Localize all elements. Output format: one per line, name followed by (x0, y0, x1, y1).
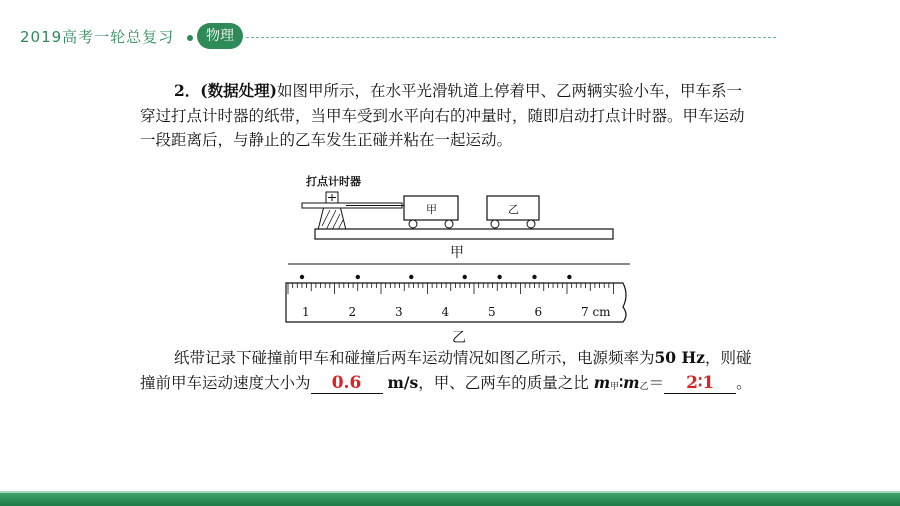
ruler-number: 6 (534, 305, 543, 319)
tape-dot (497, 275, 501, 279)
question-text: 如图甲所示，在水平光滑轨道上停着甲、乙两辆实验小车，甲车系一穿过打点计时器的纸带，当甲车受到水平向右的冲量时，随即启动打点计时器。甲车运动一段距离后，与静止的乙车发生正碰并粘在一起运动。 (140, 82, 745, 149)
ruler (286, 283, 626, 322)
equals-sign: ＝ (648, 373, 665, 392)
ruler-number: 1 (302, 305, 310, 319)
mass-a: m (593, 372, 611, 392)
header-title: 2019高考一轮总复习 (20, 28, 175, 46)
question-tag: (数据处理) (200, 81, 277, 100)
ruler-number: 7 cm (581, 305, 611, 319)
frequency: 50 Hz (654, 348, 705, 367)
mass-a-sub: 甲 (610, 381, 620, 392)
ruler-number: 4 (441, 305, 450, 319)
mass-b-sub: 乙 (639, 381, 649, 392)
answer-blank-1 (311, 373, 383, 394)
header-divider (246, 37, 776, 38)
header-bullet (187, 35, 193, 41)
tape-dot (567, 275, 571, 279)
wheel (527, 220, 535, 228)
end-mark: 。 (736, 373, 752, 392)
caption-a: 甲 (450, 245, 464, 261)
answer-text-3: ，甲、乙两车的质量之比 (418, 373, 589, 392)
answer-2: 2∶1 (686, 372, 715, 393)
tape-dots (300, 275, 572, 279)
answer-text-2: ，则碰撞前甲车运动速度大小为 (140, 349, 752, 392)
wheel (491, 220, 499, 228)
answer-1: 0.6 (331, 372, 362, 393)
answer-blank-2 (664, 373, 736, 394)
cart-a-label: 甲 (426, 203, 437, 216)
wheel (409, 220, 417, 228)
ruler-number: 5 (488, 305, 496, 319)
question-number: 2． (174, 81, 201, 100)
question-paragraph (140, 79, 752, 153)
answer-paragraph (140, 346, 752, 399)
answer-text-1: 纸带记录下碰撞前甲车和碰撞后两车运动情况如图乙所示，电源频率为 (174, 349, 655, 367)
tape-dot (532, 275, 536, 279)
tape-dot (463, 275, 467, 279)
caption-b: 乙 (452, 330, 466, 346)
tape-dot (300, 275, 304, 279)
subject-badge: 物理 (197, 23, 243, 49)
ruler-number: 3 (395, 305, 403, 319)
mass-b: m (623, 372, 640, 392)
wheel (445, 220, 453, 228)
cart-b-label: 乙 (508, 203, 519, 216)
footer-band (0, 493, 900, 506)
tape-dot (409, 275, 413, 279)
timer-label: 打点计时器 (306, 175, 361, 188)
tape-dot (356, 275, 360, 279)
ruler-number: 2 (348, 305, 357, 319)
ratio-colon: ∶ (619, 372, 624, 392)
track (315, 229, 613, 239)
experiment-figure (280, 170, 640, 350)
unit: m/s (387, 372, 419, 392)
